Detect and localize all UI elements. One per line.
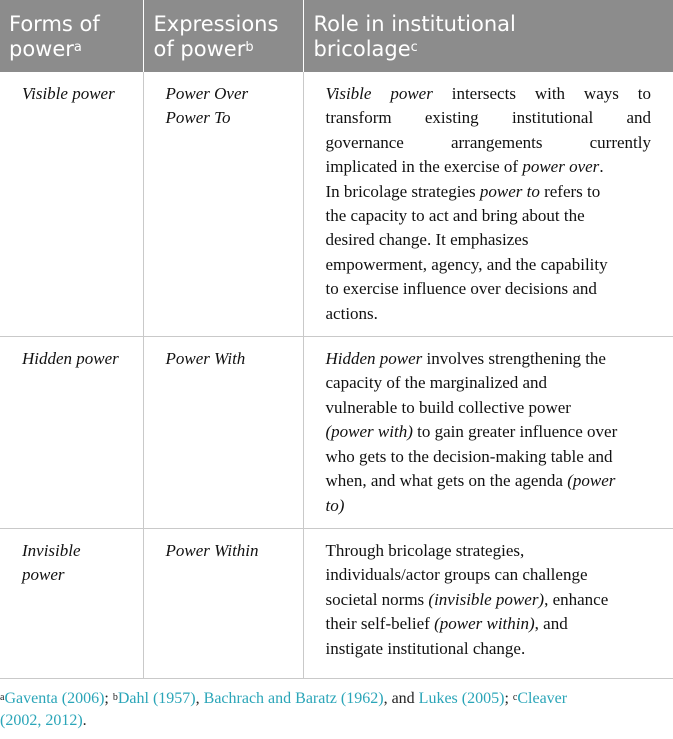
citation-link[interactable]: Bachrach and Baratz (1962) [203, 690, 384, 707]
role-text-line [326, 347, 652, 371]
text: transform existing institutional and [325, 108, 651, 128]
citation-link[interactable]: Cleaver [517, 690, 568, 707]
role-text-line [326, 588, 652, 612]
italic-text: to) [325, 495, 345, 515]
role-text-line [326, 302, 652, 326]
text: , [195, 690, 204, 707]
header-row [0, 0, 673, 72]
text: In bricolage strategies [325, 181, 480, 201]
text: , enhance [544, 589, 609, 609]
table-footnote [0, 688, 673, 732]
text: capacity of the marginalized and [325, 373, 548, 393]
text: governance arrangements currently [325, 132, 651, 152]
footnote-marker: a [0, 692, 5, 703]
text: intersects with ways to [432, 84, 651, 103]
form-cell: Invisible power [0, 528, 143, 678]
text: the capacity to act and bring about the [325, 206, 585, 226]
text: vulnerable to build collective power [325, 397, 571, 417]
text: instigate institutional change. [325, 638, 526, 658]
text: societal norms [325, 589, 429, 609]
role-text-line [326, 180, 652, 204]
footnote-marker-b: b [245, 40, 254, 55]
role-cell [303, 337, 673, 529]
footnote-marker-a: a [73, 40, 82, 55]
text: their self-belief [325, 614, 435, 634]
role-text-line [326, 445, 652, 469]
role-text-line [326, 539, 652, 563]
italic-text: (power within) [434, 614, 535, 634]
role-text-line [326, 612, 652, 636]
role-text-line [326, 131, 652, 155]
italic-text: (invisible power) [428, 589, 545, 609]
header-role-in-bricolage: Role in institutional bricolage$^c$ [303, 0, 673, 72]
role-text-line [326, 637, 652, 661]
text: ; [504, 690, 513, 707]
role-text-line [326, 277, 652, 301]
form-cell: Hidden power [0, 337, 143, 529]
role-text-line [326, 371, 652, 395]
text: ; [104, 690, 113, 707]
text: individuals/actor groups can challenge [325, 565, 588, 585]
role-text-line [326, 155, 652, 179]
text: involves strengthening the [422, 349, 606, 369]
text: implicated in the exercise of [325, 157, 523, 177]
italic-text: (power [567, 471, 616, 491]
role-text-line [326, 228, 652, 252]
expression-cell: Power Within [143, 528, 303, 678]
table-row [0, 528, 673, 678]
text: empowerment, agency, and the capability [325, 254, 608, 274]
text: , and [383, 690, 419, 707]
footnote-marker: c [512, 692, 518, 703]
role-text-line [326, 563, 652, 587]
role-cell [303, 72, 673, 337]
citation-link[interactable]: Lukes (2005) [418, 690, 505, 707]
role-text-line [326, 420, 652, 444]
table-row [0, 337, 673, 529]
header-forms-of-power: Forms of power$^a$ [0, 0, 143, 72]
footnote-marker: b [112, 692, 118, 703]
italic-text: Visible power [325, 84, 433, 103]
text: , and [534, 614, 568, 634]
text: . [599, 157, 604, 177]
italic-text: power to [479, 181, 540, 201]
role-text-line [326, 396, 652, 420]
text: actions. [325, 303, 378, 323]
italic-text: (power with) [325, 422, 413, 442]
text: who gets to the decision-making table and [325, 446, 613, 466]
form-cell: Visible power [0, 72, 143, 337]
role-text-line [326, 494, 652, 518]
text: Through bricolage strategies, [325, 540, 525, 560]
italic-text: Hidden power [325, 349, 423, 369]
role-text-line [326, 82, 652, 106]
role-text-line [326, 106, 652, 130]
role-text-line [326, 469, 652, 493]
text: to exercise influence over decisions and [325, 279, 597, 299]
text: . [82, 712, 87, 729]
citation-link[interactable]: Gaventa (2006) [4, 690, 105, 707]
role-text-line [326, 253, 652, 277]
expression-cell: Power With [143, 337, 303, 529]
footnote-marker-c: c [410, 40, 418, 55]
text: desired change. It emphasizes [325, 230, 529, 250]
citation-link[interactable]: Dahl (1957) [117, 690, 196, 707]
role-cell [303, 528, 673, 678]
expression-cell: Power Over Power To [143, 72, 303, 337]
citation-link[interactable]: (2002, 2012) [0, 712, 83, 729]
text: refers to [539, 181, 601, 201]
italic-text: power over [522, 157, 600, 177]
role-text-line [326, 204, 652, 228]
text: to gain greater influence over [412, 422, 618, 442]
table-row [0, 72, 673, 337]
header-expressions-of-power: Expressions of power$^b$ [143, 0, 303, 72]
text: when, and what gets on the agenda [325, 471, 568, 491]
